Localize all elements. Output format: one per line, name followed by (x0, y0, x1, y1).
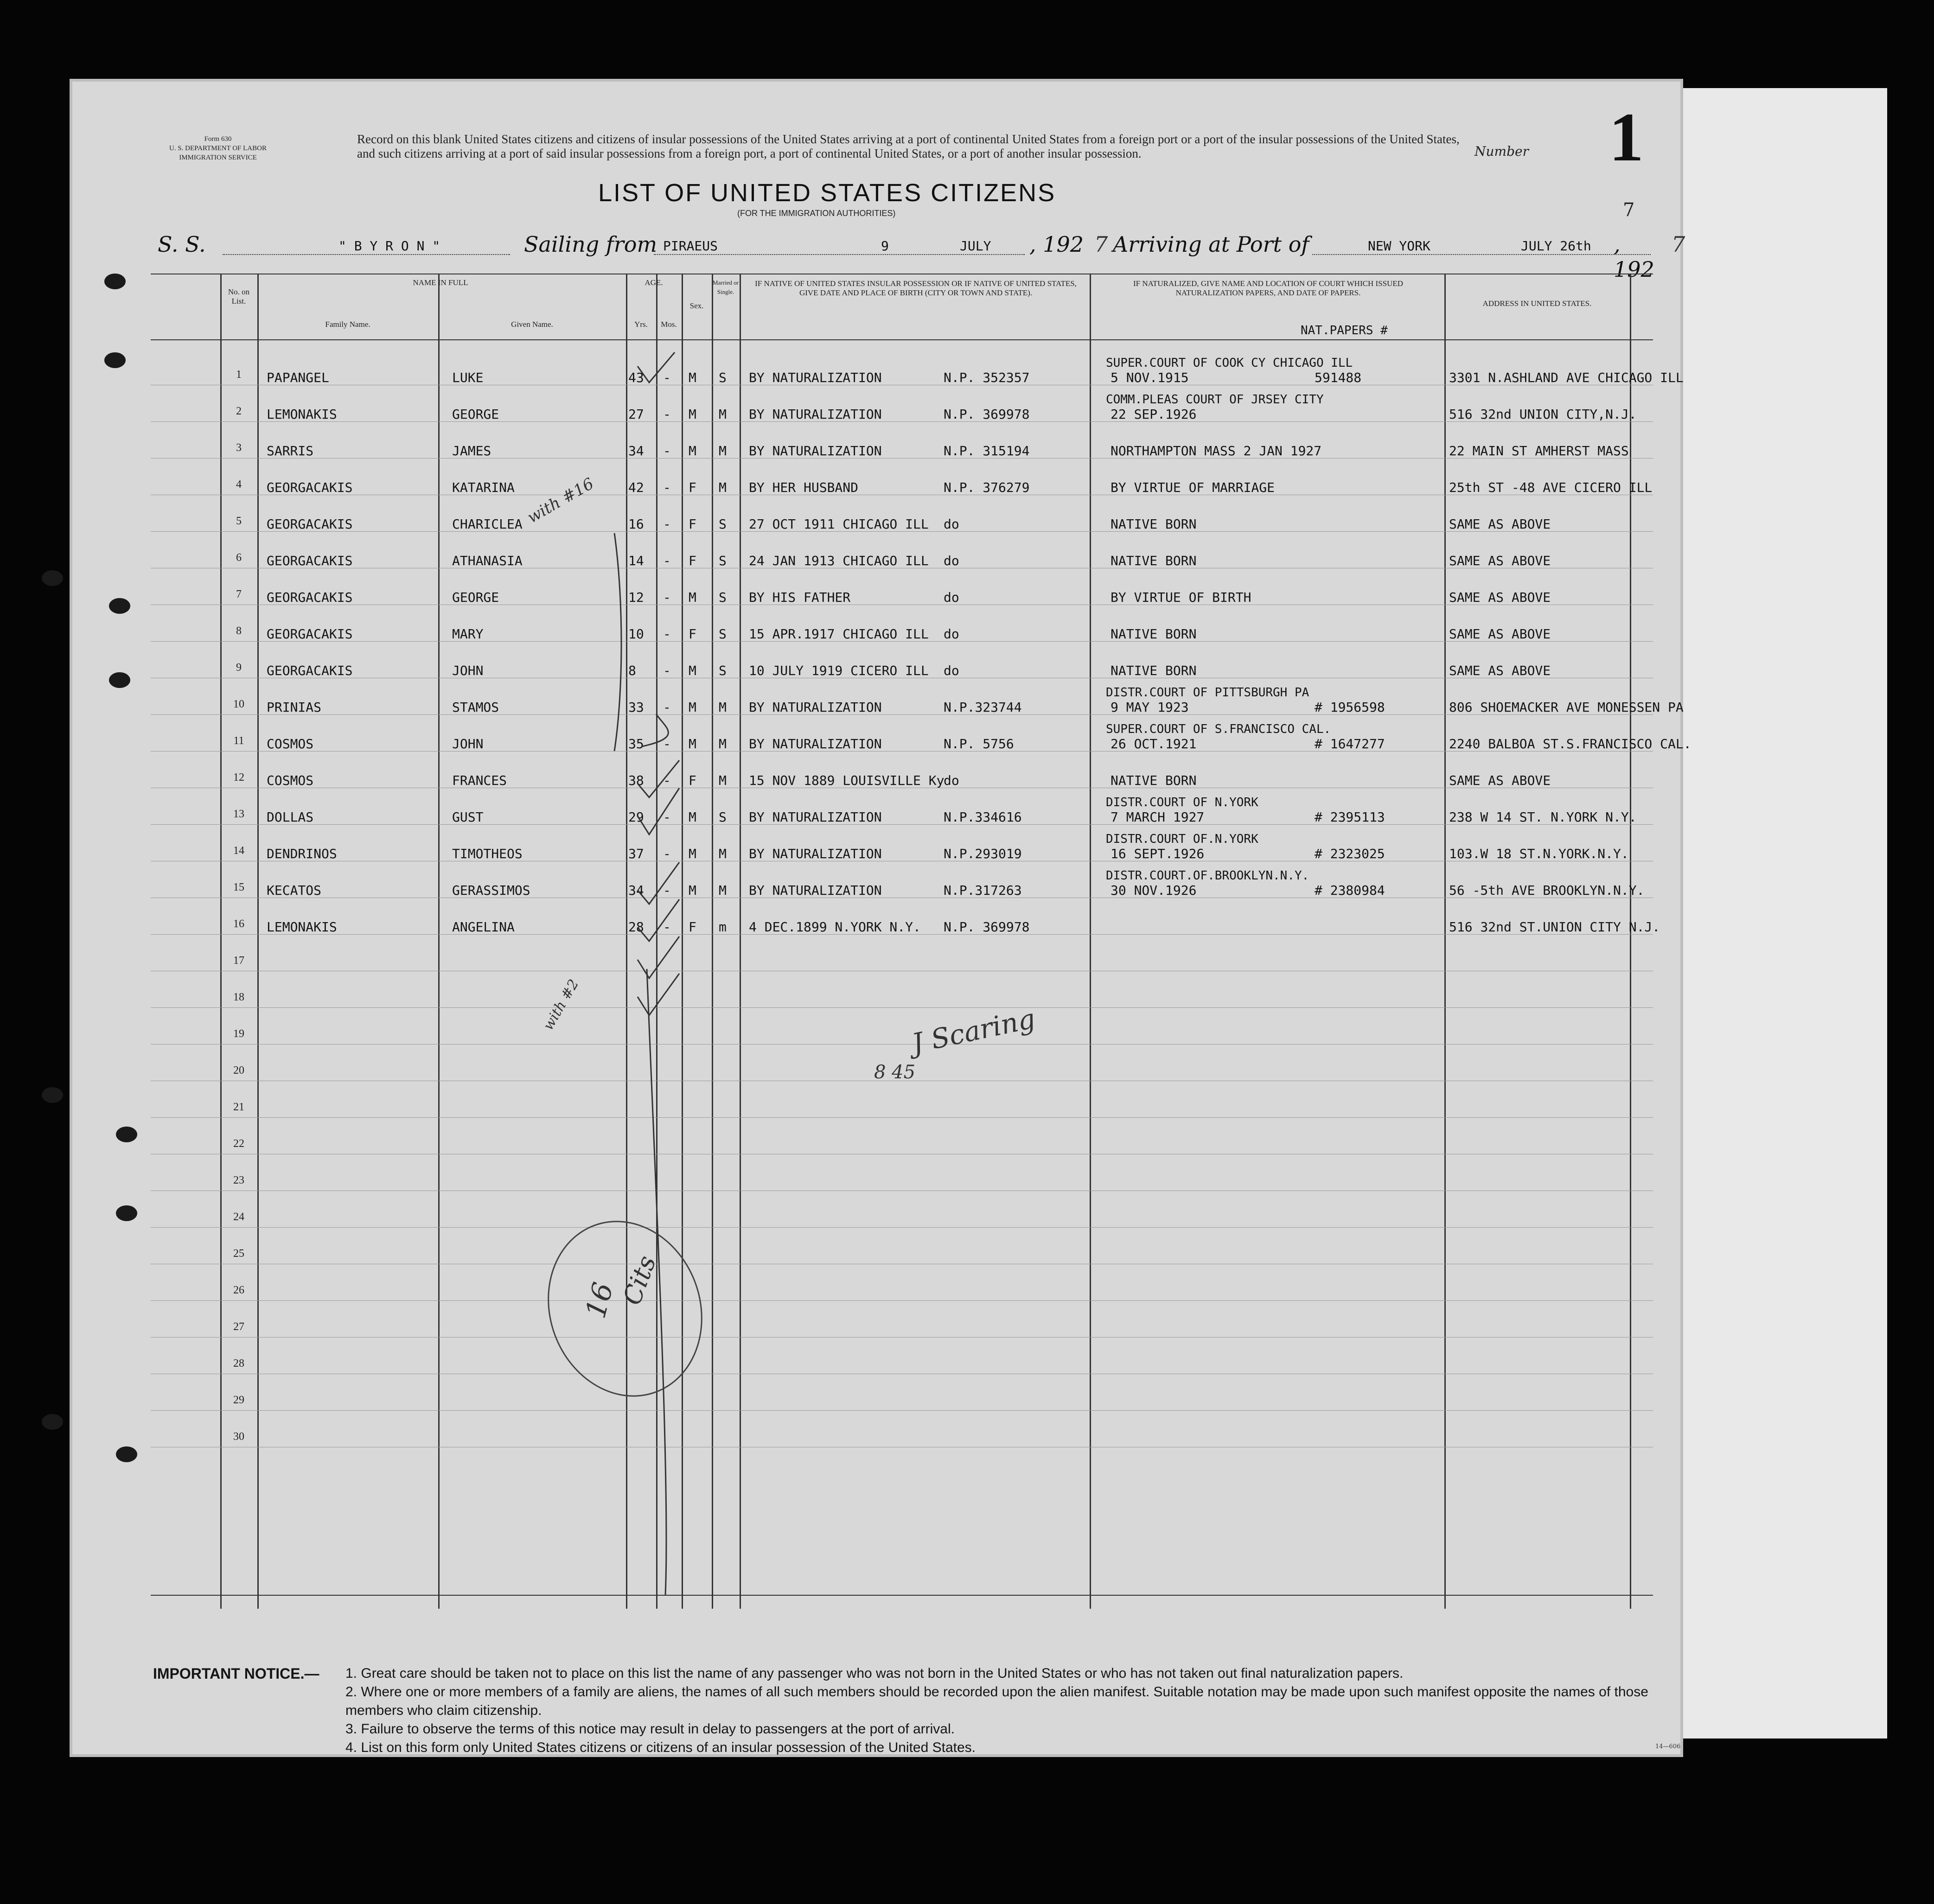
court-name-cell: DISTR.COURT OF.N.YORK (1106, 832, 1258, 846)
address-cell: 3301 N.ASHLAND AVE CHICAGO ILL (1449, 370, 1684, 385)
family-name-cell: KECATOS (267, 883, 322, 898)
court-name-cell: COMM.PLEAS COURT OF JRSEY CITY (1106, 393, 1324, 407)
row-number: 2 (236, 405, 242, 417)
row-number: 5 (236, 515, 242, 527)
check-mark (638, 760, 679, 797)
ship-name: " B Y R O N " (338, 238, 440, 254)
birth-cell: BY NATURALIZATION (749, 809, 882, 825)
months-cell: - (663, 809, 671, 825)
marital-status-cell: S (719, 809, 727, 825)
given-name-cell: GERASSIMOS (452, 883, 530, 898)
given-name-cell: MARY (452, 626, 484, 642)
check-mark (638, 899, 679, 941)
form-code: 14—606 (1655, 1743, 1681, 1750)
birth-cell: 4 DEC.1899 N.YORK N.Y. (749, 919, 921, 935)
months-cell: - (663, 407, 671, 422)
sailing-info (158, 232, 1685, 282)
birth-cell: BY NATURALIZATION (749, 700, 882, 715)
sex-cell: F (689, 919, 696, 935)
np-number-cell: N.P. 315194 (944, 443, 1030, 458)
sex-cell: M (689, 700, 696, 715)
birth-cell: BY NATURALIZATION (749, 370, 882, 385)
col-nat-papers: NAT.PAPERS # (1301, 324, 1388, 337)
family-name-cell: DOLLAS (267, 809, 314, 825)
sex-cell: M (689, 370, 696, 385)
row-number: 29 (233, 1394, 244, 1406)
court-date-cell: 26 OCT.1921 (1111, 736, 1197, 751)
np-number-cell: N.P. 5756 (944, 736, 1014, 751)
given-name-cell: TIMOTHEOS (452, 846, 523, 861)
sailing-label: Sailing from (524, 232, 657, 257)
row-number: 8 (236, 625, 242, 637)
family-name-cell: COSMOS (267, 736, 314, 751)
sex-cell: F (689, 626, 696, 642)
col-yrs: Yrs. (634, 320, 648, 329)
sex-cell: F (689, 553, 696, 568)
form-line: IMMIGRATION SERVICE (179, 154, 257, 161)
form-line: Form 630 (204, 135, 232, 143)
months-cell: - (663, 370, 671, 385)
given-name-cell: LUKE (452, 370, 484, 385)
handwritten-word: Cits (617, 1251, 662, 1309)
court-name-cell: SUPER.COURT OF S.FRANCISCO CAL. (1106, 722, 1331, 736)
months-cell: - (663, 700, 671, 715)
sail-day: 9 (881, 238, 889, 254)
ss-label: S. S. (158, 232, 206, 257)
number-label: Number (1474, 144, 1529, 159)
row-number: 13 (233, 808, 244, 820)
col-name-in-full: NAME IN FULL (413, 278, 468, 287)
sex-cell: F (689, 516, 696, 532)
marital-status-cell: S (719, 370, 727, 385)
months-cell: - (663, 590, 671, 605)
binder-hole (42, 1087, 63, 1103)
np-number-cell: N.P. 352357 (944, 370, 1030, 385)
court-date-cell: 30 NOV.1926 (1111, 883, 1197, 898)
address-cell: 2240 BALBOA ST.S.FRANCISCO CAL. (1449, 736, 1691, 751)
np-number-cell: do (944, 516, 959, 532)
given-name-cell: CHARICLEA (452, 516, 523, 532)
np-number-cell: N.P.334616 (944, 809, 1022, 825)
binder-hole (116, 1127, 137, 1142)
court-date-cell: BY VIRTUE OF BIRTH (1111, 590, 1251, 605)
address-cell: 25th ST -48 AVE CICERO ILL (1449, 480, 1653, 495)
family-name-cell: COSMOS (267, 773, 314, 788)
months-cell: - (663, 516, 671, 532)
bracket-mark (642, 714, 668, 746)
family-name-cell: LEMONAKIS (267, 919, 337, 935)
family-name-cell: GEORGACAKIS (267, 516, 353, 532)
court-name-cell: DISTR.COURT OF N.YORK (1106, 796, 1258, 809)
marital-status-cell: M (719, 846, 727, 861)
underline (1312, 254, 1651, 255)
sex-cell: M (689, 809, 696, 825)
address-cell: SAME AS ABOVE (1449, 773, 1551, 788)
row-number: 12 (233, 771, 244, 783)
col-address: ADDRESS IN UNITED STATES. (1482, 299, 1592, 308)
row-number: 3 (236, 442, 242, 454)
row-number: 7 (236, 588, 242, 600)
notice-item: 4. List on this form only United States citizens or citizens of an insular possession of the United States. (345, 1740, 976, 1755)
arrival-date: JULY 26th (1521, 238, 1591, 254)
given-name-cell: GEORGE (452, 407, 499, 422)
notice-title: IMPORTANT NOTICE.— (153, 1665, 319, 1682)
port-from: PIRAEUS (663, 238, 718, 254)
marital-status-cell: M (719, 736, 727, 751)
list-number: 1 (1609, 99, 1644, 176)
np-number-cell: N.P. 369978 (944, 407, 1030, 422)
months-cell: - (663, 883, 671, 898)
np-number-cell: N.P.293019 (944, 846, 1022, 861)
birth-cell: BY NATURALIZATION (749, 736, 882, 751)
np-number-cell: do (944, 626, 959, 642)
age-cell: 42 (628, 480, 644, 495)
address-cell: 56 -5th AVE BROOKLYN.N.Y. (1449, 883, 1645, 898)
row-number: 26 (233, 1284, 244, 1296)
marital-status-cell: S (719, 626, 727, 642)
birth-cell: BY NATURALIZATION (749, 883, 882, 898)
binder-hole (116, 1205, 137, 1221)
family-name-cell: DENDRINOS (267, 846, 337, 861)
family-name-cell: GEORGACAKIS (267, 663, 353, 678)
handwritten-note: with #16 (524, 474, 597, 527)
row-number: 16 (233, 918, 244, 930)
underline (223, 254, 510, 255)
birth-cell: 10 JULY 1919 CICERO ILL (749, 663, 929, 678)
col-naturalized: IF NATURALIZED, GIVE NAME AND LOCATION OF COURT WHICH ISSUED NATURALIZATION PAPERS, AND DATE OF PAPERS. (1133, 279, 1403, 297)
birth-cell: BY HIS FATHER (749, 590, 851, 605)
papers-number-cell: # 2323025 (1315, 846, 1385, 861)
age-cell: 29 (628, 809, 644, 825)
row-number: 30 (233, 1431, 244, 1443)
row-number: 24 (233, 1211, 244, 1223)
address-cell: 22 MAIN ST AMHERST MASS (1449, 443, 1629, 458)
address-cell: 516 32nd ST.UNION CITY N.J. (1449, 919, 1660, 935)
row-number: 14 (233, 845, 244, 857)
family-name-cell: GEORGACAKIS (267, 480, 353, 495)
check-mark (638, 862, 679, 904)
year-digit: 7 (1094, 232, 1108, 257)
family-name-cell: PRINIAS (267, 700, 322, 715)
court-name-cell: SUPER.COURT OF COOK CY CHICAGO ILL (1106, 356, 1353, 370)
age-cell: 10 (628, 626, 644, 642)
underlying-page (1651, 88, 1887, 1738)
birth-cell: BY NATURALIZATION (749, 407, 882, 422)
row-number: 1 (236, 369, 242, 381)
sex-cell: M (689, 883, 696, 898)
family-name-cell: LEMONAKIS (267, 407, 337, 422)
notice-item: 3. Failure to observe the terms of this notice may result in delay to passengers at the port of arrival. (345, 1721, 955, 1737)
sex-cell: M (689, 736, 696, 751)
col-no: No. on List. (228, 287, 250, 306)
given-name-cell: FRANCES (452, 773, 507, 788)
given-name-cell: JAMES (452, 443, 491, 458)
birth-cell: BY NATURALIZATION (749, 443, 882, 458)
col-given-name: Given Name. (511, 320, 553, 329)
court-date-cell: NATIVE BORN (1111, 663, 1197, 678)
age-cell: 35 (628, 736, 644, 751)
family-name-cell: GEORGACAKIS (267, 626, 353, 642)
row-number: 9 (236, 662, 242, 674)
sex-cell: F (689, 480, 696, 495)
marital-status-cell: M (719, 443, 727, 458)
year-label: , 192 (1029, 232, 1084, 257)
age-cell: 28 (628, 919, 644, 935)
birth-cell: 27 OCT 1911 CHICAGO ILL (749, 516, 929, 532)
bracket-mark (614, 533, 621, 751)
row-number: 28 (233, 1357, 244, 1369)
court-date-cell: NATIVE BORN (1111, 626, 1197, 642)
court-date-cell: 16 SEPT.1926 (1111, 846, 1205, 861)
birth-cell: 15 APR.1917 CHICAGO ILL (749, 626, 929, 642)
row-number: 4 (236, 478, 242, 490)
marital-status-cell: m (719, 919, 727, 935)
np-number-cell: N.P. 376279 (944, 480, 1030, 495)
sex-cell: F (689, 773, 696, 788)
binder-hole (42, 570, 63, 586)
age-cell: 12 (628, 590, 644, 605)
col-married: Married or Single. (713, 279, 739, 295)
page-title: LIST OF UNITED STATES CITIZENS (598, 179, 1056, 207)
marital-status-cell: M (719, 480, 727, 495)
sex-cell: M (689, 443, 696, 458)
check-mark (638, 936, 679, 978)
col-sex: Sex. (689, 301, 704, 310)
age-cell: 34 (628, 883, 644, 898)
marital-status-cell: M (719, 700, 727, 715)
age-cell: 34 (628, 443, 644, 458)
col-mos: Mos. (661, 320, 677, 329)
family-name-cell: SARRIS (267, 443, 314, 458)
family-name-cell: PAPANGEL (267, 370, 329, 385)
form-line: U. S. DEPARTMENT OF LABOR (169, 145, 267, 152)
marital-status-cell: M (719, 773, 727, 788)
row-number: 11 (233, 735, 244, 747)
row-number: 18 (233, 991, 244, 1003)
marital-status-cell: S (719, 516, 727, 532)
intro-text: Record on this blank United States citizens and citizens of insular possessions of the United States arriving at a port of continental United States from a foreign port or a port of the insular possessions of the United States, and such citizens arriving at a port of said insular possessions from a foreign port, a port of continental United States, or a port of another insular possession. (357, 132, 1460, 160)
passenger-table (151, 274, 1691, 1609)
np-number-cell: do (944, 590, 959, 605)
given-name-cell: KATARINA (452, 480, 515, 495)
binder-hole (104, 352, 126, 368)
age-cell: 38 (628, 773, 644, 788)
binder-hole (104, 274, 126, 289)
check-marks (151, 274, 1653, 1609)
given-name-cell: GUST (452, 809, 484, 825)
marital-status-cell: M (719, 407, 727, 422)
notice-item: 2. Where one or more members of a family are aliens, the names of all such members should be recorded upon the alien manifest. Suitable notation may be made upon such manifest opposite the names of those members who claim citizenship. (345, 1684, 1648, 1718)
np-number-cell: do (944, 553, 959, 568)
months-cell: - (663, 480, 671, 495)
given-name-cell: GEORGE (452, 590, 499, 605)
col-family-name: Family Name. (325, 320, 370, 329)
handwritten-time: 8 45 (874, 1062, 916, 1083)
address-cell: 806 SHOEMACKER AVE MONESSEN PA (1449, 700, 1684, 715)
address-cell: 238 W 14 ST. N.YORK N.Y. (1449, 809, 1637, 825)
family-name-cell: GEORGACAKIS (267, 553, 353, 568)
row-number: 6 (236, 552, 242, 564)
months-cell: - (663, 553, 671, 568)
col-age: AGE. (645, 278, 663, 287)
given-name-cell: STAMOS (452, 700, 499, 715)
notice-item: 1. Great care should be taken not to place on this list the name of any passenger who was not born in the United States or who has not taken out final naturalization papers. (345, 1666, 1404, 1681)
sex-cell: M (689, 663, 696, 678)
papers-number-cell: # 1647277 (1315, 736, 1385, 751)
port-to: NEW YORK (1368, 238, 1430, 254)
address-cell: SAME AS ABOVE (1449, 626, 1551, 642)
address-cell: SAME AS ABOVE (1449, 590, 1551, 605)
given-name-cell: ATHANASIA (452, 553, 523, 568)
age-cell: 37 (628, 846, 644, 861)
handwritten-note: with #2 (540, 976, 582, 1033)
check-mark (638, 788, 679, 834)
np-number-cell: do (944, 663, 959, 678)
age-cell: 33 (628, 700, 644, 715)
marital-status-cell: S (719, 663, 727, 678)
birth-cell: 24 JAN 1913 CHICAGO ILL (749, 553, 929, 568)
row-number: 17 (233, 955, 244, 967)
papers-number-cell: 591488 (1315, 370, 1362, 385)
address-cell: SAME AS ABOVE (1449, 553, 1551, 568)
form-identifier (134, 134, 301, 162)
court-name-cell: DISTR.COURT OF PITTSBURGH PA (1106, 686, 1309, 700)
months-cell: - (663, 443, 671, 458)
age-cell: 43 (628, 370, 644, 385)
sex-cell: M (689, 846, 696, 861)
papers-number-cell: # 1956598 (1315, 700, 1385, 715)
address-cell: 103.W 18 ST.N.YORK.N.Y. (1449, 846, 1629, 861)
check-mark (638, 352, 675, 382)
months-cell: - (663, 626, 671, 642)
court-date-cell: 22 SEP.1926 (1111, 407, 1197, 422)
address-cell: 516 32nd UNION CITY,N.J. (1449, 407, 1637, 422)
binder-hole (109, 598, 130, 614)
row-number: 25 (233, 1248, 244, 1260)
manifest-sheet (70, 79, 1691, 1757)
months-cell: - (663, 736, 671, 751)
court-date-cell: NATIVE BORN (1111, 516, 1197, 532)
row-number: 23 (233, 1174, 244, 1186)
age-cell: 16 (628, 516, 644, 532)
page-subtitle: (FOR THE IMMIGRATION AUTHORITIES) (737, 209, 896, 218)
marital-status-cell: M (719, 883, 727, 898)
row-number: 20 (233, 1064, 244, 1076)
underline (654, 254, 1025, 255)
np-number-cell: N.P. 369978 (944, 919, 1030, 935)
binder-hole (116, 1446, 137, 1462)
court-date-cell: NORTHAMPTON MASS 2 JAN 1927 (1111, 443, 1322, 458)
row-number: 21 (233, 1101, 244, 1113)
page-number: 7 (1623, 199, 1635, 221)
binder-hole (42, 1414, 63, 1430)
birth-cell: BY HER HUSBAND (749, 480, 859, 495)
age-cell: 8 (628, 663, 636, 678)
year-digit: 7 (1672, 232, 1685, 257)
age-cell: 14 (628, 553, 644, 568)
row-number: 10 (233, 698, 244, 710)
family-name-cell: GEORGACAKIS (267, 590, 353, 605)
given-name-cell: JOHN (452, 736, 484, 751)
address-cell: SAME AS ABOVE (1449, 663, 1551, 678)
court-date-cell: NATIVE BORN (1111, 553, 1197, 568)
sex-cell: M (689, 407, 696, 422)
papers-number-cell: # 2395113 (1315, 809, 1385, 825)
court-date-cell: 7 MARCH 1927 (1111, 809, 1205, 825)
sail-month: JULY (960, 238, 991, 254)
court-date-cell: BY VIRTUE OF MARRIAGE (1111, 480, 1275, 495)
row-number: 15 (233, 881, 244, 893)
given-name-cell: JOHN (452, 663, 484, 678)
months-cell: - (663, 773, 671, 788)
court-date-cell: 5 NOV.1915 (1111, 370, 1189, 385)
court-date-cell: 9 MAY 1923 (1111, 700, 1189, 715)
arriving-label: Arriving at Port of (1113, 232, 1309, 257)
np-number-cell: do (944, 773, 959, 788)
marital-status-cell: S (719, 590, 727, 605)
row-number: 22 (233, 1138, 244, 1150)
months-cell: - (663, 663, 671, 678)
col-birth: IF NATIVE OF UNITED STATES INSULAR POSSESSION OR IF NATIVE OF UNITED STATES, GIVE DATE AND PLACE OF BIRTH (CITY OR TOWN AND STATE). (755, 279, 1077, 297)
sex-cell: M (689, 590, 696, 605)
age-cell: 27 (628, 407, 644, 422)
marital-status-cell: S (719, 553, 727, 568)
handwritten-signature: J Scaring (909, 1002, 1038, 1060)
papers-number-cell: # 2380984 (1315, 883, 1385, 898)
given-name-cell: ANGELINA (452, 919, 515, 935)
court-name-cell: DISTR.COURT.OF.BROOKLYN.N.Y. (1106, 869, 1309, 883)
check-mark (638, 974, 679, 1015)
months-cell: - (663, 919, 671, 935)
np-number-cell: N.P.323744 (944, 700, 1022, 715)
handwritten-count: 16 (579, 1279, 620, 1322)
year-label: , 192 (1614, 232, 1654, 282)
address-cell: SAME AS ABOVE (1449, 516, 1551, 532)
birth-cell: BY NATURALIZATION (749, 846, 882, 861)
months-cell: - (663, 846, 671, 861)
margin-line (647, 969, 666, 1595)
binder-hole (109, 672, 130, 688)
court-date-cell: NATIVE BORN (1111, 773, 1197, 788)
row-number: 19 (233, 1028, 244, 1040)
birth-cell: 15 NOV 1889 LOUISVILLE Ky (749, 773, 945, 788)
np-number-cell: N.P.317263 (944, 883, 1022, 898)
row-number: 27 (233, 1321, 244, 1333)
